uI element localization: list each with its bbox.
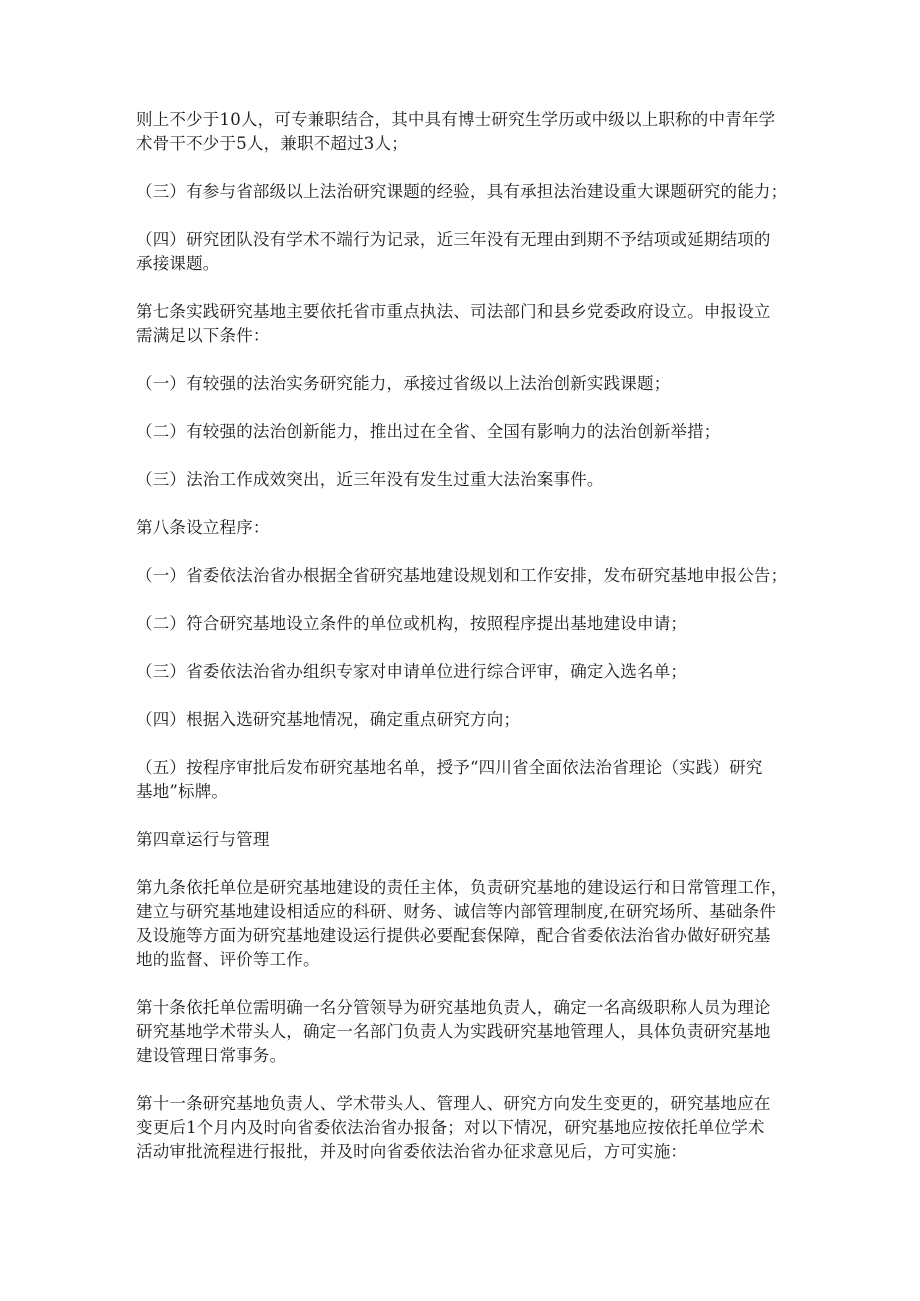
paragraph-article-8-item-2: [136, 612, 796, 636]
text-line: 第十条依托单位需明确一名分管领导为研究基地负责人，确定一名高级职称人员为理论: [136, 998, 771, 1017]
text-line: （一）省委依法治省办根据全省研究基地建设规划和工作安排，发布研究基地申报公告；: [136, 566, 788, 585]
paragraph-item-3-research-experience: [136, 180, 796, 204]
text-line: （二）有较强的法治创新能力，推出过在全省、全国有影响力的法治创新举措；: [136, 422, 721, 441]
text-line: 活动审批流程进行报批，并及时向省委依法治省办征求意见后，方可实施：: [136, 1142, 688, 1161]
text-line: （四）研究团队没有学术不端行为记录，近三年没有无理由到期不予结项或延期结项的: [136, 230, 771, 249]
text-line: 第八条设立程序：: [136, 518, 270, 537]
text-line: 研究基地学术带头人，确定一名部门负责人为实践研究基地管理人，具体负责研究基地: [136, 1022, 771, 1041]
text-line: 建设管理日常事务。: [136, 1046, 287, 1065]
text-line: （四）根据入选研究基地情况，确定重点研究方向；: [136, 710, 521, 729]
paragraph-article-8-item-4: [136, 708, 796, 732]
paragraph-article-10: [136, 996, 796, 1068]
text-line: （五）按程序审批后发布研究基地名单，授予“四川省全面依法治省理论（实践）研究: [136, 758, 763, 777]
paragraph-article-9: [136, 876, 796, 972]
text-line: 第七条实践研究基地主要依托省市重点执法、司法部门和县乡党委政府设立。申报设立: [136, 302, 771, 321]
paragraph-article-8-item-5: [136, 756, 796, 804]
paragraph-article-7: [136, 300, 796, 348]
text-line: （三）省委依法治省办组织专家对申请单位进行综合评审，确定入选名单；: [136, 662, 688, 681]
text-line: 则上不少于10人，可专兼职结合，其中具有博士研究生学历或中级以上职称的中青年学: [136, 110, 776, 129]
text-line: 需满足以下条件：: [136, 326, 270, 345]
paragraph-article-8-item-3: [136, 660, 796, 684]
document-body: [136, 108, 796, 1188]
paragraph-article-7-item-1: [136, 372, 796, 396]
text-line: （三）有参与省部级以上法治研究课题的经验，具有承担法治建设重大课题研究的能力；: [136, 182, 788, 201]
paragraph-article-8-item-1: [136, 564, 796, 588]
paragraph-article-8-heading: [136, 516, 796, 540]
paragraph-item-4-no-misconduct: [136, 228, 796, 276]
text-line: 第十一条研究基地负责人、学术带头人、管理人、研究方向发生变更的，研究基地应在: [136, 1094, 771, 1113]
text-line: 承接课题。: [136, 254, 220, 273]
paragraph-article-7-item-2: [136, 420, 796, 444]
text-line: （三）法治工作成效突出，近三年没有发生过重大法治案事件。: [136, 470, 604, 489]
text-line: （二）符合研究基地设立条件的单位或机构，按照程序提出基地建设申请；: [136, 614, 688, 633]
text-line: 变更后1个月内及时向省委依法治省办报备；对以下情况，研究基地应按依托单位学术: [136, 1118, 765, 1137]
paragraph-member-requirements: [136, 108, 796, 156]
text-line: 第九条依托单位是研究基地建设的责任主体，负责研究基地的建设运行和日常管理工作，: [136, 878, 788, 897]
text-line: （一）有较强的法治实务研究能力，承接过省级以上法治创新实践课题；: [136, 374, 671, 393]
paragraph-article-7-item-3: [136, 468, 796, 492]
text-line: 术骨干不少于5人，兼职不超过3人；: [136, 134, 408, 153]
text-line: 建立与研究基地建设相适应的科研、财务、诚信等内部管理制度,在研究场所、基础条件: [136, 902, 777, 921]
text-line: 基地”标牌。: [136, 782, 229, 801]
text-line: 第四章运行与管理: [136, 830, 270, 849]
paragraph-article-11: [136, 1092, 796, 1164]
chapter-4-heading: [136, 828, 796, 852]
text-line: 及设施等方面为研究基地建设运行提供必要配套保障，配合省委依法治省办做好研究基: [136, 926, 771, 945]
text-line: 地的监督、评价等工作。: [136, 950, 320, 969]
